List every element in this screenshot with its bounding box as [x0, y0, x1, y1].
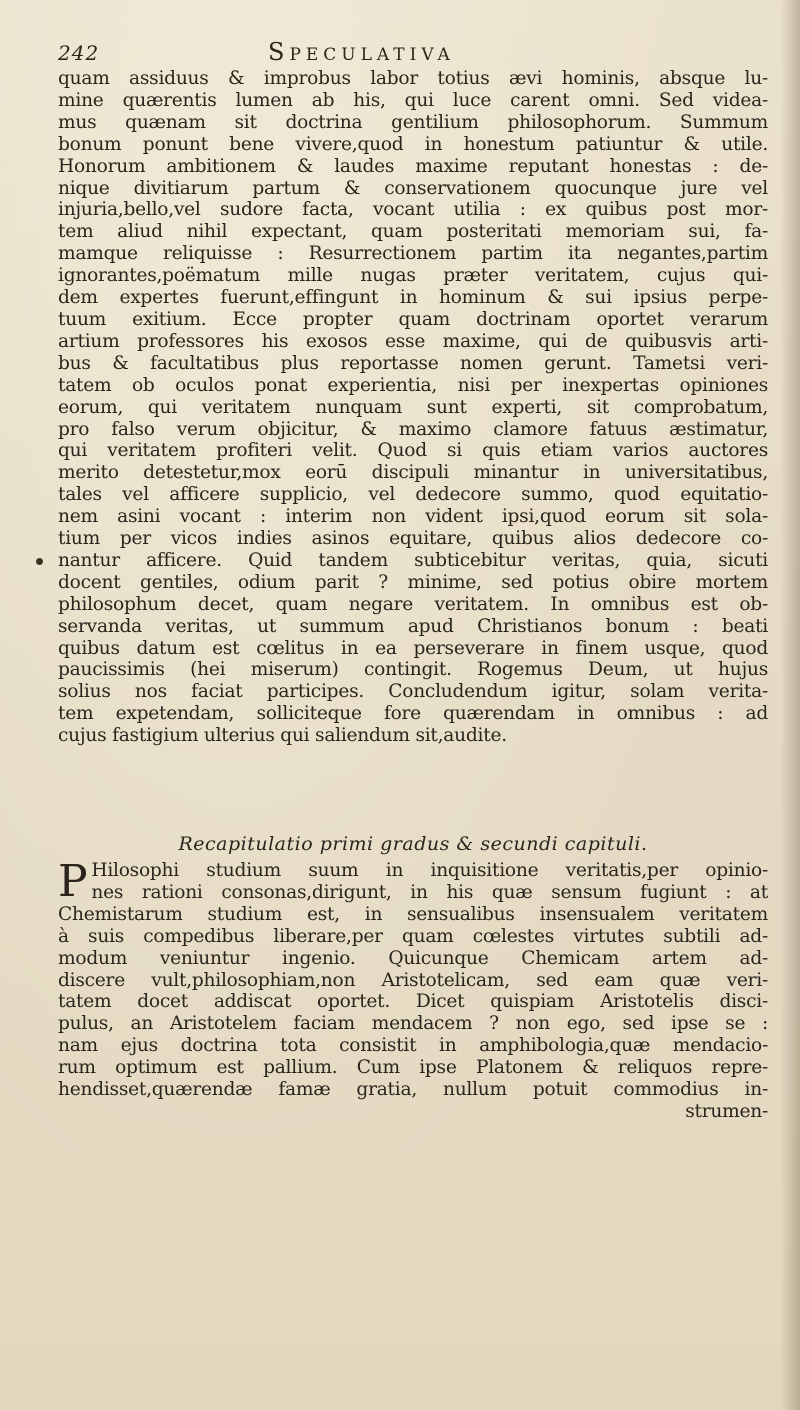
- text-line: discere vult,philosophiam,non Aristotelicam, sed eam quæ veri-: [58, 969, 768, 991]
- text-line: artium professores his exosos esse maxime, qui de quibusvis arti-: [58, 330, 768, 352]
- page-edge-shadow: [780, 0, 800, 1410]
- text-line: tem expetendam, solliciteque fore quærendam in omnibus : ad: [58, 703, 768, 725]
- margin-ink-dot: [36, 558, 43, 565]
- paragraph-1: [58, 68, 768, 747]
- text-line: servanda veritas, ut summum apud Christianos bonum : beati: [58, 615, 768, 637]
- page-header: [58, 38, 760, 66]
- text-line: mus quænam sit doctrina gentilium philosophorum. Summum: [58, 111, 768, 133]
- text-line: tuum exitium. Ecce propter quam doctrinam oportet verarum: [58, 308, 768, 330]
- text-line: philosophum decet, quam negare veritatem. In omnibus est ob-: [58, 593, 768, 615]
- text-line: docent gentiles, odium parit ? minime, sed potius obire mortem: [58, 571, 768, 593]
- text-line: nantur afficere. Quid tandem subticebitur veritas, quia, sicuti: [58, 549, 768, 571]
- text-line: pro falso verum objicitur, & maximo clamore fatuus æstimatur,: [58, 418, 768, 440]
- text-line: mine quærentis lumen ab his, qui luce carent omni. Sed videa-: [58, 89, 768, 111]
- text-line: merito detestetur,mox eorū discipuli minantur in universitatibus,: [58, 462, 768, 484]
- page-number: 242: [58, 41, 100, 65]
- text-line: eorum, qui veritatem nunquam sunt experti, sit comprobatum,: [58, 396, 768, 418]
- text-line: nes rationi consonas,dirigunt, in his quæ sensum fugiunt : at: [91, 881, 768, 903]
- text-line: mamque reliquisse : Resurrectionem partim ita negantes,partim: [58, 243, 768, 265]
- section-heading: Recapitulatio primi gradus & secundi capituli.: [178, 833, 648, 855]
- text-line: dem expertes fuerunt,effingunt in hominum & sui ipsius perpe-: [58, 287, 768, 309]
- text-line: à suis compedibus liberare,per quam cœlestes virtutes subtili ad-: [58, 925, 768, 947]
- text-line: injuria,bello,vel sudore facta, vocant utilia : ex quibus post mor-: [58, 199, 768, 221]
- text-line: Honorum ambitionem & laudes maxime reputant honestas : de-: [58, 155, 768, 177]
- text-line: bonum ponunt bene vivere,quod in honestum patiuntur & utile.: [58, 133, 768, 155]
- text-line: Hilosophi studium suum in inquisitione veritatis,per opinio-: [91, 860, 768, 881]
- text-line: pulus, an Aristotelem faciam mendacem ? non ego, sed ipse se :: [58, 1013, 768, 1035]
- text-line: modum veniuntur ingenio. Quicunque Chemicam artem ad-: [58, 947, 768, 969]
- running-head: Speculativa: [268, 38, 455, 66]
- text-line: hendisset,quærendæ famæ gratia, nullum potuit commodius in-: [58, 1079, 768, 1101]
- text-line: ignorantes,poëmatum mille nugas præter veritatem, cujus qui-: [58, 265, 768, 287]
- text-line: qui veritatem profiteri velit. Quod si quis etiam varios auctores: [58, 440, 768, 462]
- text-line: paucissimis (hei miserum) contingit. Rogemus Deum, ut hujus: [58, 659, 768, 681]
- text-line: quam assiduus & improbus labor totius ævi hominis, absque lu-: [58, 68, 768, 89]
- text-line: tatem docet addiscat oportet. Dicet quispiam Aristotelis disci-: [58, 991, 768, 1013]
- text-line: nique divitiarum partum & conservationem quocunque jure vel: [58, 177, 768, 199]
- text-line: nam ejus doctrina tota consistit in amphibologia,quæ mendacio-: [58, 1035, 768, 1057]
- text-line: nem asini vocant : interim non vident ipsi,quod eorum sit sola-: [58, 506, 768, 528]
- catchword: strumen-: [685, 1100, 768, 1122]
- text-line: tem aliud nihil expectant, quam posteritati memoriam sui, fa-: [58, 221, 768, 243]
- text-line: tales vel afficere supplicio, vel dedecore summo, quod equitatio-: [58, 484, 768, 506]
- text-line: solius nos faciat participes. Concludendum igitur, solam verita-: [58, 681, 768, 703]
- paragraph-2: [58, 856, 768, 1123]
- drop-cap: P: [58, 856, 88, 907]
- text-line: tium per vicos indies asinos equitare, quibus alios dedecore co-: [58, 528, 768, 550]
- text-line: bus & facultatibus plus reportasse nomen gerunt. Tametsi veri-: [58, 352, 768, 374]
- text-line: rum optimum est pallium. Cum ipse Platonem & reliquos repre-: [58, 1057, 768, 1079]
- text-line: tatem ob oculos ponat experientia, nisi per inexpertas opiniones: [58, 374, 768, 396]
- text-line: cujus fastigium ulterius qui saliendum sit,audite.: [58, 725, 507, 747]
- text-line: quibus datum est cœlitus in ea perseverare in finem usque, quod: [58, 637, 768, 659]
- text-line: Chemistarum studium est, in sensualibus insensualem veritatem: [58, 903, 768, 925]
